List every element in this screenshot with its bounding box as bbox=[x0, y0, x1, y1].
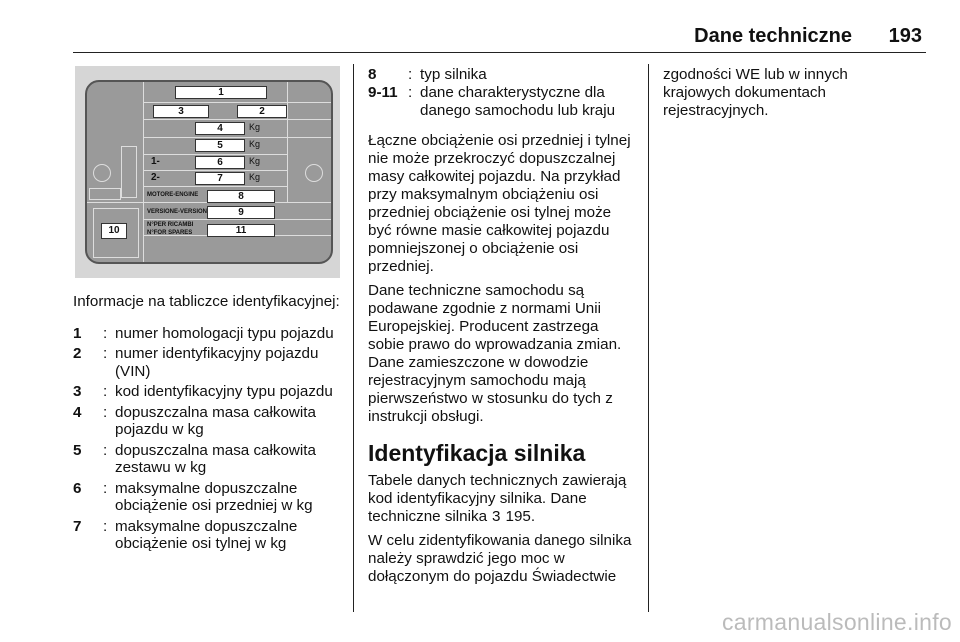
plate-text: N°PER RICAMBI bbox=[147, 222, 194, 228]
plate-field-1: 1 bbox=[175, 86, 267, 99]
row-label: 1- bbox=[151, 156, 160, 167]
column-divider bbox=[353, 64, 354, 612]
list-item: 3 : kod identyfikacyjny typu pojazdu bbox=[73, 383, 333, 400]
list-item: 5 : dopuszczalna masa całkowita zestawu w kg bbox=[73, 441, 316, 476]
paragraph-engine-identify: W celu zidentyfikowania danego silnika należy sprawdzić jego moc w dołączonym do pojazdu Świadectwie bbox=[368, 532, 632, 585]
list-item: 9-11 : dane charakterystyczne dla danego samochodu lub kraju bbox=[368, 84, 616, 119]
list-item: 4 : dopuszczalna masa całkowita pojazdu w kg bbox=[73, 403, 316, 438]
column-3 bbox=[663, 66, 893, 120]
row-label: 2- bbox=[151, 172, 160, 183]
header-divider bbox=[73, 52, 926, 53]
column-divider bbox=[648, 64, 649, 612]
plate-field-8: 8 bbox=[207, 190, 275, 203]
plate-field-3: 3 bbox=[153, 105, 209, 118]
identification-plate-figure bbox=[75, 66, 340, 278]
plate-field-11: 11 bbox=[207, 224, 275, 237]
section-title: Identyfikacja silnika bbox=[368, 440, 586, 466]
plate-text: N°FOR SPARES bbox=[147, 230, 193, 236]
column-1 bbox=[73, 293, 343, 556]
page-header-title: Dane techniczne bbox=[694, 25, 852, 47]
plate-info-list bbox=[73, 325, 343, 553]
plate-field-5: 5 bbox=[195, 139, 245, 152]
page-ref-arrow-icon: 3 bbox=[492, 508, 501, 525]
plate-text: MOTORE-ENGINE bbox=[147, 192, 199, 198]
unit-label: Kg bbox=[249, 156, 261, 166]
watermark: carmanualsonline.info bbox=[721, 609, 952, 635]
plate-field-9: 9 bbox=[207, 206, 275, 219]
identification-plate bbox=[85, 80, 333, 264]
page-reference-link[interactable]: 195. bbox=[505, 508, 536, 525]
unit-label: Kg bbox=[249, 122, 261, 132]
list-item: 2 : numer identyfikacyjny pojazdu (VIN) bbox=[73, 345, 319, 380]
paragraph-axle-load: Łączne obciążenie osi przedniej i tylnej nie może przekroczyć dopuszczalnej masy całkowitej pojazdu. Na przykład przy maksymalnym obciążeniu osi przedniej obciążenie osi tylnej może być równe masie całkowitej pojazdu pomniejszonej o obciążenie osi przedniej. bbox=[368, 132, 631, 275]
unit-label: Kg bbox=[249, 139, 261, 149]
list-item: 8 : typ silnika bbox=[368, 66, 487, 83]
plate-info-intro: Informacje na tabliczce identyfikacyjnej: bbox=[73, 293, 340, 310]
plate-field-6: 6 bbox=[195, 156, 245, 169]
paragraph-engine-code: Tabele danych technicznych zawierają kod identyfikacyjny silnika. Dane techniczne silnika 3 195. bbox=[368, 472, 627, 525]
plate-field-4: 4 bbox=[195, 122, 245, 135]
list-item: 7 : maksymalne dopuszczalne obciążenie osi tylnej w kg bbox=[73, 517, 298, 552]
paragraph-continued: zgodności WE lub w innych krajowych dokumentach rejestracyjnych. bbox=[663, 66, 848, 119]
plate-field-2: 2 bbox=[237, 105, 287, 118]
rivet-left bbox=[93, 164, 111, 182]
paragraph-eu-norms: Dane techniczne samochodu są podawane zgodnie z normami Unii Europejskiej. Producent zastrzega sobie prawo do wprowadzania zmian. Dane zamieszczone w dowodzie rejestracyjnym samochodu mają pierwszeństwo w stosunku do tych z instrukcji obsługi. bbox=[368, 282, 622, 425]
page-number: 193 bbox=[888, 25, 922, 47]
plate-text: VERSIONE-VERSION bbox=[147, 209, 208, 215]
unit-label: Kg bbox=[249, 172, 261, 182]
list-item: 6 : maksymalne dopuszczalne obciążenie osi przedniej w kg bbox=[73, 479, 313, 514]
plate-field-10: 10 bbox=[101, 223, 127, 239]
column-2 bbox=[368, 66, 638, 592]
list-item: 1 : numer homologacji typu pojazdu bbox=[73, 324, 334, 342]
plate-field-7: 7 bbox=[195, 172, 245, 185]
rivet-right bbox=[305, 164, 323, 182]
